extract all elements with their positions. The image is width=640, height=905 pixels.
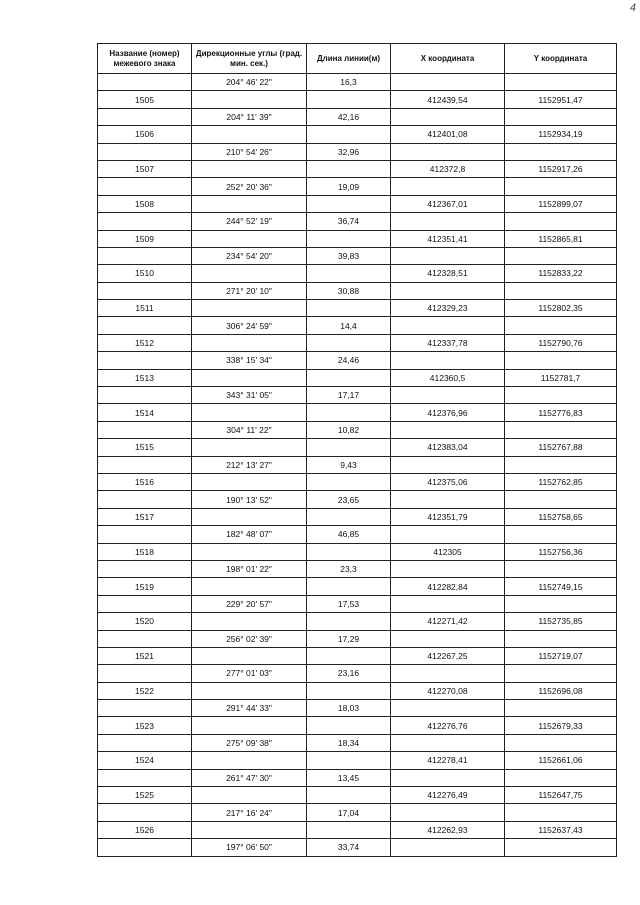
table-row (98, 508, 617, 525)
cell-length (307, 787, 391, 804)
cell-y (505, 630, 617, 647)
cell-name: 1516 (98, 473, 192, 490)
cell-angle: 190° 13' 52" (192, 491, 307, 508)
cell-x (391, 74, 505, 91)
cell-angle (192, 717, 307, 734)
table-row (98, 578, 617, 595)
table-row (98, 769, 617, 786)
cell-length: 13,45 (307, 769, 391, 786)
cell-x (391, 352, 505, 369)
cell-name: 1511 (98, 300, 192, 317)
cell-y (505, 526, 617, 543)
table-row (98, 682, 617, 699)
cell-x (391, 839, 505, 856)
cell-x (391, 734, 505, 751)
cell-angle (192, 752, 307, 769)
cell-y: 1152899,07 (505, 195, 617, 212)
table-row (98, 160, 617, 177)
table-row (98, 352, 617, 369)
cell-angle: 212° 13' 27" (192, 456, 307, 473)
table-row (98, 178, 617, 195)
cell-length (307, 160, 391, 177)
cell-angle (192, 126, 307, 143)
cell-length (307, 647, 391, 664)
cell-name (98, 213, 192, 230)
table-row (98, 734, 617, 751)
cell-x: 412305 (391, 543, 505, 560)
cell-name: 1506 (98, 126, 192, 143)
table-row (98, 700, 617, 717)
cell-y: 1152637,43 (505, 821, 617, 838)
cell-length: 30,88 (307, 282, 391, 299)
cell-name: 1524 (98, 752, 192, 769)
cell-angle (192, 369, 307, 386)
cell-name: 1519 (98, 578, 192, 595)
cell-name: 1525 (98, 787, 192, 804)
cell-name: 1505 (98, 91, 192, 108)
cell-y (505, 421, 617, 438)
cell-x: 412329,23 (391, 300, 505, 317)
cell-angle (192, 195, 307, 212)
table-row (98, 526, 617, 543)
cell-angle (192, 91, 307, 108)
cell-x: 412270,08 (391, 682, 505, 699)
cell-x: 412367,01 (391, 195, 505, 212)
cell-angle: 338° 15' 34" (192, 352, 307, 369)
table-row (98, 387, 617, 404)
cell-y (505, 456, 617, 473)
cell-angle (192, 473, 307, 490)
table-row (98, 265, 617, 282)
cell-length: 17,53 (307, 595, 391, 612)
header-name: Название (номер) межевого знака (98, 44, 192, 74)
cell-angle: 275° 09' 38" (192, 734, 307, 751)
table-row (98, 74, 617, 91)
cell-y (505, 734, 617, 751)
cell-y: 1152767,88 (505, 439, 617, 456)
cell-name: 1514 (98, 404, 192, 421)
cell-x: 412276,76 (391, 717, 505, 734)
cell-y (505, 213, 617, 230)
header-length: Длина линии(м) (307, 44, 391, 74)
cell-length (307, 473, 391, 490)
table-row (98, 421, 617, 438)
cell-angle: 277° 01' 03" (192, 665, 307, 682)
page-number: 4 (629, 2, 636, 14)
cell-angle (192, 230, 307, 247)
cell-name (98, 143, 192, 160)
cell-length: 18,34 (307, 734, 391, 751)
cell-x: 412271,42 (391, 613, 505, 630)
cell-length: 16,3 (307, 74, 391, 91)
cell-name (98, 74, 192, 91)
cell-x (391, 665, 505, 682)
cell-name (98, 526, 192, 543)
cell-length: 19,09 (307, 178, 391, 195)
table-row (98, 647, 617, 664)
table-row (98, 334, 617, 351)
cell-y: 1152833,22 (505, 265, 617, 282)
cell-angle (192, 613, 307, 630)
cell-x: 412282,84 (391, 578, 505, 595)
cell-x: 412328,51 (391, 265, 505, 282)
table-row (98, 630, 617, 647)
cell-length (307, 265, 391, 282)
cell-length: 36,74 (307, 213, 391, 230)
table-row (98, 473, 617, 490)
table-row (98, 752, 617, 769)
cell-name (98, 456, 192, 473)
cell-angle (192, 508, 307, 525)
cell-angle: 256° 02' 39" (192, 630, 307, 647)
table-row (98, 717, 617, 734)
cell-name: 1513 (98, 369, 192, 386)
table-row (98, 595, 617, 612)
cell-length: 42,16 (307, 108, 391, 125)
table-row (98, 126, 617, 143)
cell-x: 412351,41 (391, 230, 505, 247)
cell-name (98, 560, 192, 577)
cell-x: 412276,49 (391, 787, 505, 804)
cell-name: 1518 (98, 543, 192, 560)
cell-y: 1152661,06 (505, 752, 617, 769)
table-row (98, 839, 617, 856)
cell-y (505, 769, 617, 786)
header-y: Y координата (505, 44, 617, 74)
cell-x: 412262,93 (391, 821, 505, 838)
cell-y: 1152756,36 (505, 543, 617, 560)
cell-name (98, 317, 192, 334)
cell-x: 412278,41 (391, 752, 505, 769)
cell-x (391, 178, 505, 195)
cell-angle: 291° 44' 33" (192, 700, 307, 717)
cell-length (307, 91, 391, 108)
table-row (98, 213, 617, 230)
cell-x: 412267,25 (391, 647, 505, 664)
cell-x (391, 387, 505, 404)
cell-y (505, 839, 617, 856)
cell-x (391, 595, 505, 612)
cell-length (307, 404, 391, 421)
cell-name: 1521 (98, 647, 192, 664)
cell-x (391, 700, 505, 717)
cell-name (98, 804, 192, 821)
cell-name: 1507 (98, 160, 192, 177)
cell-length (307, 439, 391, 456)
cell-length (307, 126, 391, 143)
cell-y: 1152735,85 (505, 613, 617, 630)
cell-y: 1152917,26 (505, 160, 617, 177)
table-row (98, 456, 617, 473)
cell-y (505, 178, 617, 195)
cell-name (98, 282, 192, 299)
cell-angle: 271° 20' 10" (192, 282, 307, 299)
table-row (98, 804, 617, 821)
cell-y (505, 317, 617, 334)
cell-x: 412401,08 (391, 126, 505, 143)
table-row (98, 613, 617, 630)
cell-y: 1152696,08 (505, 682, 617, 699)
cell-x: 412360,5 (391, 369, 505, 386)
cell-y (505, 804, 617, 821)
table-row (98, 787, 617, 804)
cell-length (307, 682, 391, 699)
cell-y (505, 595, 617, 612)
cell-length: 23,65 (307, 491, 391, 508)
cell-name (98, 595, 192, 612)
cell-name: 1512 (98, 334, 192, 351)
cell-x (391, 769, 505, 786)
cell-angle: 198° 01' 22" (192, 560, 307, 577)
table-row (98, 439, 617, 456)
cell-x: 412439,54 (391, 91, 505, 108)
table-row (98, 282, 617, 299)
cell-length (307, 369, 391, 386)
cell-angle: 304° 11' 22" (192, 421, 307, 438)
cell-angle: 261° 47' 30" (192, 769, 307, 786)
cell-length (307, 300, 391, 317)
cell-x (391, 804, 505, 821)
cell-length: 24,46 (307, 352, 391, 369)
cell-y (505, 700, 617, 717)
cell-angle: 252° 20' 36" (192, 178, 307, 195)
cell-length (307, 717, 391, 734)
cell-angle (192, 160, 307, 177)
cell-name (98, 700, 192, 717)
cell-length: 46,85 (307, 526, 391, 543)
cell-length: 23,3 (307, 560, 391, 577)
cell-angle (192, 543, 307, 560)
table-body (98, 74, 617, 857)
cell-y: 1152802,35 (505, 300, 617, 317)
cell-x (391, 282, 505, 299)
cell-y: 1152790,76 (505, 334, 617, 351)
cell-length (307, 334, 391, 351)
cell-y: 1152865,81 (505, 230, 617, 247)
cell-length: 17,17 (307, 387, 391, 404)
cell-length: 17,29 (307, 630, 391, 647)
cell-y (505, 108, 617, 125)
cell-name (98, 491, 192, 508)
table-row (98, 143, 617, 160)
table-row (98, 560, 617, 577)
cell-name: 1523 (98, 717, 192, 734)
cell-length: 18,03 (307, 700, 391, 717)
cell-y (505, 143, 617, 160)
cell-x (391, 560, 505, 577)
cell-length: 33,74 (307, 839, 391, 856)
cell-angle (192, 334, 307, 351)
cell-angle: 182° 48' 07" (192, 526, 307, 543)
cell-length: 39,83 (307, 247, 391, 264)
boundary-coordinates-table (97, 43, 617, 857)
cell-y (505, 74, 617, 91)
cell-length: 9,43 (307, 456, 391, 473)
cell-angle: 204° 11' 39" (192, 108, 307, 125)
table-header-row (98, 44, 617, 74)
table-row (98, 821, 617, 838)
cell-length (307, 508, 391, 525)
table-row (98, 369, 617, 386)
cell-angle (192, 265, 307, 282)
cell-name (98, 839, 192, 856)
cell-x: 412383,04 (391, 439, 505, 456)
table-row (98, 665, 617, 682)
cell-angle (192, 578, 307, 595)
cell-x (391, 456, 505, 473)
cell-angle (192, 404, 307, 421)
cell-y (505, 282, 617, 299)
table-row (98, 108, 617, 125)
cell-length (307, 613, 391, 630)
header-angle: Дирекционные углы (град. мин. сек.) (192, 44, 307, 74)
cell-x: 412372,8 (391, 160, 505, 177)
cell-name: 1509 (98, 230, 192, 247)
cell-length (307, 543, 391, 560)
cell-x (391, 526, 505, 543)
cell-length (307, 578, 391, 595)
cell-angle: 204° 46' 22" (192, 74, 307, 91)
table-row (98, 317, 617, 334)
table-row (98, 543, 617, 560)
cell-angle (192, 300, 307, 317)
cell-angle: 229° 20' 57" (192, 595, 307, 612)
cell-name: 1517 (98, 508, 192, 525)
table-row (98, 195, 617, 212)
cell-name: 1526 (98, 821, 192, 838)
cell-length (307, 821, 391, 838)
cell-y: 1152951,47 (505, 91, 617, 108)
cell-name (98, 630, 192, 647)
cell-y: 1152781,7 (505, 369, 617, 386)
cell-name (98, 421, 192, 438)
cell-y: 1152758,65 (505, 508, 617, 525)
cell-y: 1152762,85 (505, 473, 617, 490)
cell-x (391, 108, 505, 125)
table-row (98, 491, 617, 508)
cell-y (505, 665, 617, 682)
cell-x (391, 247, 505, 264)
cell-y: 1152749,15 (505, 578, 617, 595)
table-row (98, 300, 617, 317)
cell-x (391, 143, 505, 160)
cell-angle (192, 682, 307, 699)
cell-name: 1515 (98, 439, 192, 456)
cell-length: 23,16 (307, 665, 391, 682)
cell-name (98, 247, 192, 264)
cell-angle (192, 647, 307, 664)
cell-name: 1522 (98, 682, 192, 699)
cell-y: 1152776,83 (505, 404, 617, 421)
cell-length: 10,82 (307, 421, 391, 438)
cell-angle (192, 821, 307, 838)
cell-name: 1520 (98, 613, 192, 630)
cell-name (98, 108, 192, 125)
cell-name: 1510 (98, 265, 192, 282)
cell-y (505, 387, 617, 404)
cell-name (98, 734, 192, 751)
cell-x (391, 213, 505, 230)
cell-y (505, 352, 617, 369)
cell-name (98, 352, 192, 369)
header-x: X координата (391, 44, 505, 74)
cell-length (307, 230, 391, 247)
cell-length: 17,04 (307, 804, 391, 821)
cell-angle (192, 787, 307, 804)
cell-x (391, 491, 505, 508)
cell-x: 412376,96 (391, 404, 505, 421)
cell-length: 32,96 (307, 143, 391, 160)
cell-angle: 244° 52' 19" (192, 213, 307, 230)
cell-name (98, 665, 192, 682)
cell-length (307, 752, 391, 769)
table-row (98, 230, 617, 247)
cell-angle: 306° 24' 59" (192, 317, 307, 334)
cell-name: 1508 (98, 195, 192, 212)
cell-angle: 234° 54' 20" (192, 247, 307, 264)
cell-name (98, 769, 192, 786)
cell-length: 14,4 (307, 317, 391, 334)
table-row (98, 404, 617, 421)
cell-y (505, 491, 617, 508)
cell-name (98, 387, 192, 404)
cell-x: 412351,79 (391, 508, 505, 525)
cell-x (391, 317, 505, 334)
cell-name (98, 178, 192, 195)
cell-angle: 197° 06' 50" (192, 839, 307, 856)
cell-angle: 217° 16' 24" (192, 804, 307, 821)
cell-x: 412375,06 (391, 473, 505, 490)
cell-angle: 210° 54' 26" (192, 143, 307, 160)
cell-x: 412337,78 (391, 334, 505, 351)
cell-angle: 343° 31' 05" (192, 387, 307, 404)
table-row (98, 247, 617, 264)
cell-angle (192, 439, 307, 456)
cell-y: 1152647,75 (505, 787, 617, 804)
cell-y: 1152719,07 (505, 647, 617, 664)
table-row (98, 91, 617, 108)
cell-length (307, 195, 391, 212)
cell-y: 1152679,33 (505, 717, 617, 734)
cell-y: 1152934,19 (505, 126, 617, 143)
cell-x (391, 630, 505, 647)
cell-y (505, 560, 617, 577)
cell-x (391, 421, 505, 438)
cell-y (505, 247, 617, 264)
